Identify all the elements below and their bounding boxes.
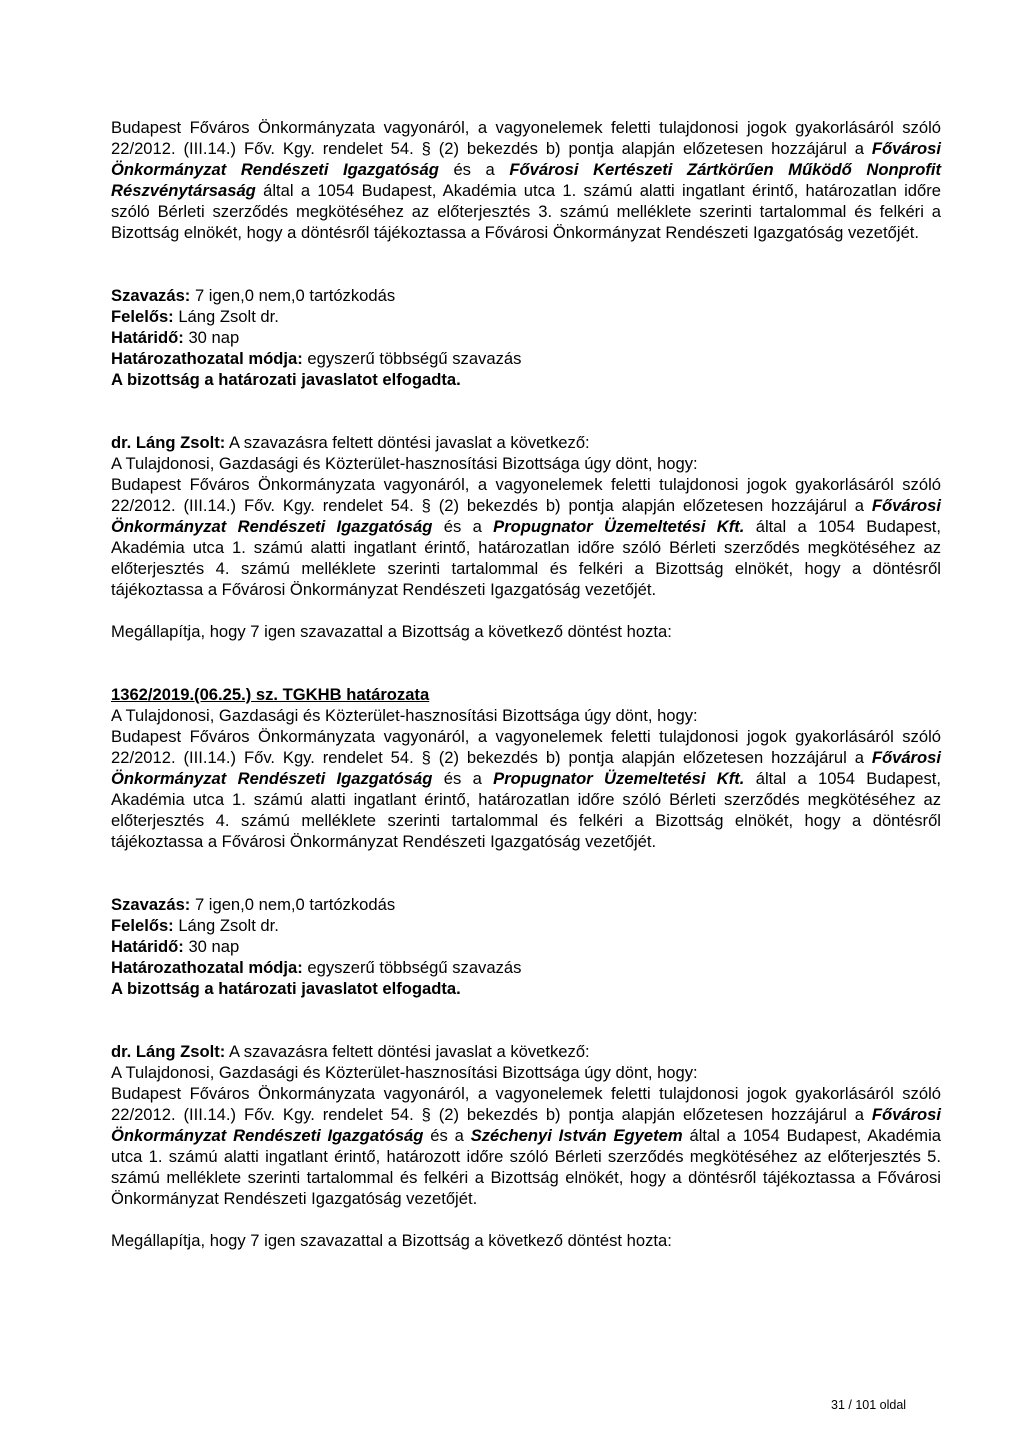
vote-value: 7 igen,0 nem,0 tartózkodás — [190, 286, 396, 305]
decision-text: Budapest Főváros Önkormányzata vagyonáról, a vagyonelemek feletti tulajdonosi jogok gyakorlásáról szóló 22/2012. (III.14.) Főv. Kgy. rendelet 54. § (2) bekezdés b) pontja alapján előzetesen hozzájárul a — [111, 1084, 941, 1124]
decision-paragraph-1 — [111, 117, 941, 243]
conjunction: és a — [438, 160, 510, 179]
org-name: Széchenyi István Egyetem — [470, 1126, 683, 1145]
document-page — [111, 117, 941, 1251]
resolution-title: 1362/2019.(06.25.) sz. TGKHB határozata — [111, 685, 430, 704]
responsible-value: Láng Zsolt dr. — [173, 916, 279, 935]
decision-text: Budapest Főváros Önkormányzata vagyonáról, a vagyonelemek feletti tulajdonosi jogok gyakorlásáról szóló 22/2012. (III.14.) Főv. Kgy. rendelet 54. § (2) bekezdés b) pontja alapján előzetesen hozzájárul a — [111, 118, 941, 158]
org-name: Propugnator Üzemeltetési Kft. — [493, 769, 745, 788]
vote-label: Szavazás: — [111, 286, 191, 305]
speaker-intro: A szavazásra feltett döntési javaslat a következő: — [225, 433, 590, 452]
deadline-label: Határidő: — [111, 937, 184, 956]
responsible-line — [111, 915, 941, 936]
speaker-line — [111, 432, 941, 453]
decision-text: Budapest Főváros Önkormányzata vagyonáról, a vagyonelemek feletti tulajdonosi jogok gyakorlásáról szóló 22/2012. (III.14.) Főv. Kgy. rendelet 54. § (2) bekezdés b) pontja alapján előzetesen hozzájárul a — [111, 727, 941, 767]
decision-paragraph-2 — [111, 474, 941, 600]
proposal-block-4 — [111, 1041, 941, 1251]
decision-paragraph-3 — [111, 726, 941, 852]
method-label: Határozathozatal módja: — [111, 958, 303, 977]
deadline-value: 30 nap — [183, 937, 240, 956]
proposal-block-2 — [111, 432, 941, 642]
method-label: Határozathozatal módja: — [111, 349, 303, 368]
conclusion-line: Megállapítja, hogy 7 igen szavazattal a Bizottság a következő döntést hozta: — [111, 1231, 672, 1250]
decision-text: által a 1054 Budapest, Akadémia utca 1. számú alatti ingatlant érintő, határozatlan időre szóló Bérleti szerződés megkötéséhez az előterjesztés 4. számú melléklete szerinti tartalommal és felkéri a Bizottság elnökét, hogy a döntésről tájékoztassa a Fővárosi Önkormányzat Rendészeti Igazgatóság vezetőjét. — [111, 517, 942, 599]
committee-line: A Tulajdonosi, Gazdasági és Közterület-hasznosítási Bizottsága úgy dönt, hogy: — [111, 454, 698, 473]
decision-text: által a 1054 Budapest, Akadémia utca 1. számú alatti ingatlant érintő, határozott időre szóló Bérleti szerződés megkötéséhez az előterjesztés 5. számú melléklete szerinti tartalommal és felkéri a Bizottság elnökét, hogy a döntésről tájékoztassa a Fővárosi Önkormányzat Rendészeti Igazgatóság vezetőjét. — [111, 1126, 941, 1208]
speaker-name: dr. Láng Zsolt: — [111, 1042, 226, 1061]
decision-text: által a 1054 Budapest, Akadémia utca 1. számú alatti ingatlant érintő, határozatlan időre szóló Bérleti szerződés megkötéséhez az előterjesztés 4. számú melléklete szerinti tartalommal és felkéri a Bizottság elnökét, hogy a döntésről tájékoztassa a Fővárosi Önkormányzat Rendészeti Igazgatóság vezetőjét. — [111, 769, 942, 851]
vote-line — [111, 285, 941, 306]
responsible-label: Felelős: — [111, 307, 174, 326]
speaker-line — [111, 1041, 941, 1062]
deadline-label: Határidő: — [111, 328, 184, 347]
conjunction: és a — [432, 517, 494, 536]
decision-paragraph-4 — [111, 1083, 941, 1209]
conjunction: és a — [423, 1126, 471, 1145]
vote-value: 7 igen,0 nem,0 tartózkodás — [190, 895, 396, 914]
method-line — [111, 348, 941, 369]
vote-result: A bizottság a határozati javaslatot elfogadta. — [111, 370, 461, 389]
speaker-intro: A szavazásra feltett döntési javaslat a következő: — [225, 1042, 590, 1061]
org-name: Fővárosi Kertészeti Zártkörűen Működő Nonprofit Részvénytársaság — [111, 160, 941, 200]
deadline-line — [111, 327, 941, 348]
org-name: Propugnator Üzemeltetési Kft. — [493, 517, 745, 536]
org-name: Fővárosi Önkormányzat Rendészeti Igazgatóság — [111, 748, 941, 788]
vote-line — [111, 894, 941, 915]
speaker-name: dr. Láng Zsolt: — [111, 433, 226, 452]
vote-summary-2 — [111, 894, 941, 999]
page-number: 31 / 101 oldal — [831, 1398, 907, 1412]
vote-label: Szavazás: — [111, 895, 191, 914]
deadline-line — [111, 936, 941, 957]
responsible-label: Felelős: — [111, 916, 174, 935]
org-name: Fővárosi Önkormányzat Rendészeti Igazgatóság — [111, 139, 941, 179]
responsible-line — [111, 306, 941, 327]
org-name: Fővárosi Önkormányzat Rendészeti Igazgatóság — [111, 496, 941, 536]
method-line — [111, 957, 941, 978]
deadline-value: 30 nap — [183, 328, 240, 347]
vote-result: A bizottság a határozati javaslatot elfogadta. — [111, 979, 461, 998]
committee-line: A Tulajdonosi, Gazdasági és Közterület-hasznosítási Bizottsága úgy dönt, hogy: — [111, 706, 698, 725]
decision-text: Budapest Főváros Önkormányzata vagyonáról, a vagyonelemek feletti tulajdonosi jogok gyakorlásáról szóló 22/2012. (III.14.) Főv. Kgy. rendelet 54. § (2) bekezdés b) pontja alapján előzetesen hozzájárul a — [111, 475, 941, 515]
vote-summary-1 — [111, 285, 941, 390]
resolution-block — [111, 684, 941, 852]
responsible-value: Láng Zsolt dr. — [173, 307, 279, 326]
decision-text: által a 1054 Budapest, Akadémia utca 1. számú alatti ingatlant érintő, határozatlan időre szóló Bérleti szerződés megkötéséhez az előterjesztés 3. számú melléklete szerinti tartalommal és felkéri a Bizottság elnökét, hogy a döntésről tájékoztassa a Fővárosi Önkormányzat Rendészeti Igazgatóság vezetőjét. — [111, 181, 941, 242]
method-value: egyszerű többségű szavazás — [302, 958, 522, 977]
committee-line: A Tulajdonosi, Gazdasági és Közterület-hasznosítási Bizottsága úgy dönt, hogy: — [111, 1063, 698, 1082]
org-name: Fővárosi Önkormányzat Rendészeti Igazgatóság — [111, 1105, 941, 1145]
conjunction: és a — [432, 769, 494, 788]
conclusion-line: Megállapítja, hogy 7 igen szavazattal a Bizottság a következő döntést hozta: — [111, 622, 672, 641]
method-value: egyszerű többségű szavazás — [302, 349, 522, 368]
